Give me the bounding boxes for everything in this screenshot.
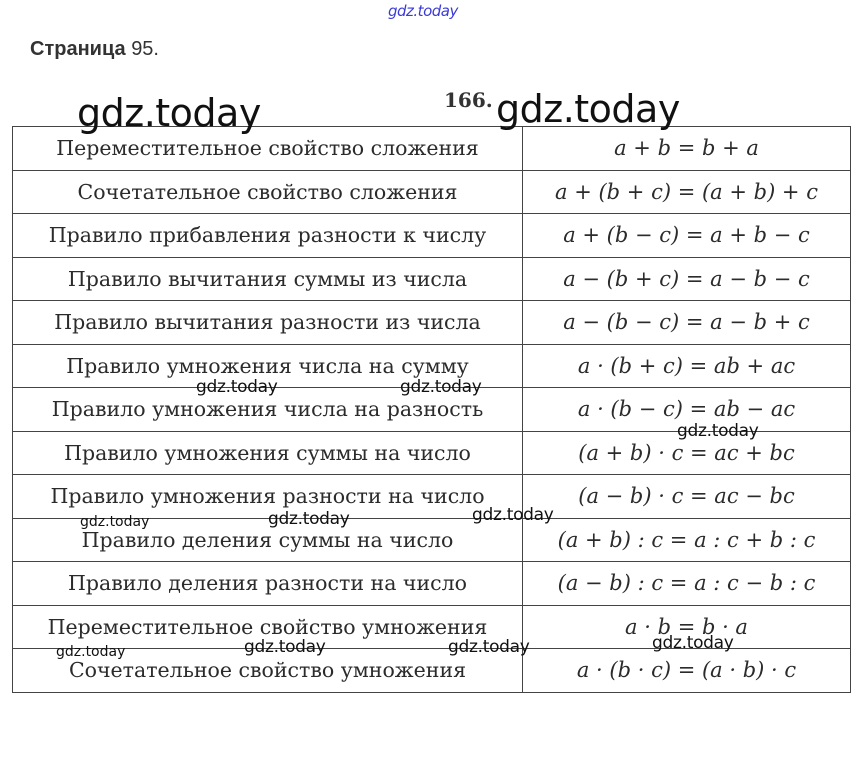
table-row xyxy=(13,170,851,214)
property-name: Правило умножения числа на разность xyxy=(13,388,523,432)
watermark: gdz.today xyxy=(652,633,734,653)
watermark: gdz.today xyxy=(496,87,680,131)
property-name: Правило вычитания суммы из числа xyxy=(13,257,523,301)
table-row xyxy=(13,649,851,693)
table-row xyxy=(13,214,851,258)
property-formula: (a + b) : c = a : c + b : c xyxy=(523,518,851,562)
property-name: Правило деления разности на число xyxy=(13,562,523,606)
property-formula: a · b = b · a xyxy=(523,605,851,649)
property-formula: (a − b) : c = a : c − b : c xyxy=(523,562,851,606)
property-name: Правило деления суммы на число xyxy=(13,518,523,562)
table-row xyxy=(13,301,851,345)
table-row xyxy=(13,475,851,519)
page-label: Страница xyxy=(30,38,126,60)
watermark: gdz.today xyxy=(77,91,261,135)
table-row xyxy=(13,562,851,606)
property-name: Правило вычитания разности из числа xyxy=(13,301,523,345)
watermark: gdz.today xyxy=(448,637,530,657)
property-formula: (a − b) · c = ac − bc xyxy=(523,475,851,519)
watermark: gdz.today xyxy=(677,421,759,441)
properties-table xyxy=(12,126,851,693)
property-formula: a + (b − c) = a + b − c xyxy=(523,214,851,258)
property-name: Переместительное свойство умножения xyxy=(13,605,523,649)
property-formula: a + b = b + a xyxy=(523,127,851,171)
watermark: gdz.today xyxy=(196,377,278,397)
site-watermark-top: gdz.today xyxy=(388,2,458,20)
property-name: Правило умножения суммы на число xyxy=(13,431,523,475)
property-formula: a − (b − c) = a − b + c xyxy=(523,301,851,345)
property-formula: a · (b · c) = (a · b) · c xyxy=(523,649,851,693)
property-name: Сочетательное свойство сложения xyxy=(13,170,523,214)
property-name: Сочетательное свойство умножения xyxy=(13,649,523,693)
property-name: Правило умножения числа на сумму xyxy=(13,344,523,388)
property-formula: a · (b + c) = ab + ac xyxy=(523,344,851,388)
watermark: gdz.today xyxy=(268,509,350,529)
property-name: Переместительное свойство сложения xyxy=(13,127,523,171)
property-formula: a + (b + c) = (a + b) + c xyxy=(523,170,851,214)
page-title xyxy=(30,38,159,61)
property-formula: (a + b) · c = ac + bc xyxy=(523,431,851,475)
watermark: gdz.today xyxy=(244,637,326,657)
watermark: gdz.today xyxy=(472,505,554,525)
task-number: 166. xyxy=(444,88,493,112)
page-number: 95. xyxy=(131,38,159,60)
property-name: Правило умножения разности на число xyxy=(13,475,523,519)
watermark: gdz.today xyxy=(80,514,150,530)
watermark: gdz.today xyxy=(56,644,126,660)
table-row xyxy=(13,257,851,301)
watermark: gdz.today xyxy=(400,377,482,397)
property-formula: a · (b − c) = ab − ac xyxy=(523,388,851,432)
property-name: Правило прибавления разности к числу xyxy=(13,214,523,258)
property-formula: a − (b + c) = a − b − c xyxy=(523,257,851,301)
